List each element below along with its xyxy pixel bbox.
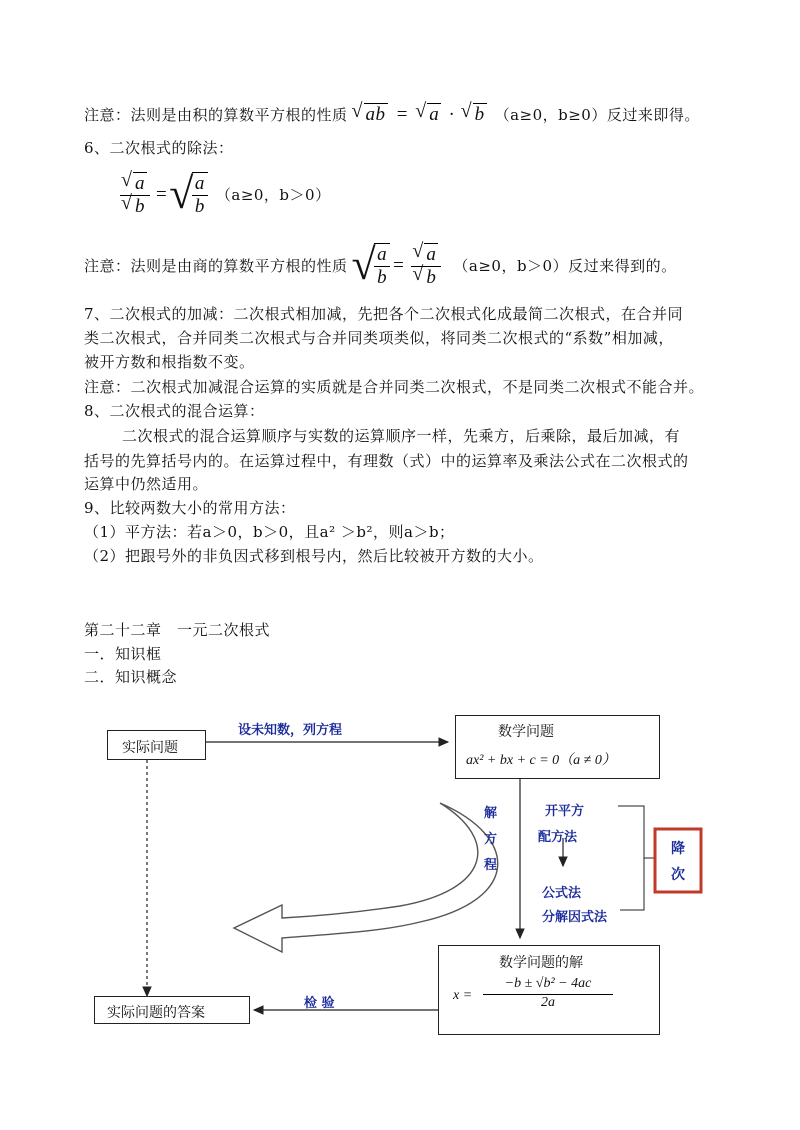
product-sqrt-formula: √ ab = √ a · √ b [354,105,487,125]
reduce-char-1: 降 [671,841,685,857]
set-unknown-label: 设未知数，列方程 [238,723,343,738]
method-1: （1）平方法：若a＞0，b＞0，且a² ＞b²，则a＞b； [84,523,455,541]
method-completing-square: 配方法 [538,830,578,845]
quotient-formula: √ a √ b = √ $\frac{a}{b}$ （a≥0，b＞0） [116,170,331,220]
section-8-line-3: 运算中仍然适用。 [84,475,209,493]
method-square-root: 开平方 [545,804,585,819]
note-text: 注意：法则是由积的算数平方根的性质 [84,106,348,124]
subheading-concepts: 二．知识概念 [84,668,178,686]
section-9-title: 9、比较两数大小的常用方法： [84,499,296,517]
solve-char-3: 程 [484,858,498,873]
condition-text: （a≥0，b≥0）反过来即得。 [494,106,700,124]
solve-char-2: 方 [484,832,498,847]
note-addition: 注意：二次根式加减混合运算的实质就是合并同类二次根式，不是同类二次根式不能合并。 [84,378,705,396]
subheading-framework: 一．知识框 [84,645,162,663]
real-problem-box: 实际问题 [107,730,206,760]
methods-bracket [618,806,644,910]
section-8-title: 8、二次根式的混合运算： [84,402,265,420]
section-8-line-2: 括号的先算括号内的。在运算过程中，有理数（式）中的运算率及乘法公式在二次根式的 [84,452,689,470]
section-8-line-1: 二次根式的混合运算顺序与实数的运算顺序一样，先乘方，后乘除，最后加减，有 [122,427,681,445]
solve-char-1: 解 [484,806,498,821]
section-7-line-1: 7、二次根式的加减：二次根式相加减，先把各个二次根式化成最简二次根式，在合并同 [84,305,684,323]
note-text: 注意：法则是由商的算数平方根的性质 [84,257,348,275]
note-quotient-rule: 注意：法则是由商的算数平方根的性质 √ $\frac{a}{b}$ = √ a √ b （a≥0，b＞0）反过来得到的。 [84,240,677,292]
quadratic-equation: ax² + bx + c = 0（a ≠ 0） [466,753,616,768]
math-problem-box: 数学问题 ax² + bx + c = 0（a ≠ 0） [455,715,660,779]
method-factoring: 分解因式法 [542,910,608,925]
chapter-title: 第二十二章 一元二次根式 [84,621,271,639]
section-6-title: 6、二次根式的除法： [84,139,234,157]
section-7-line-3: 被开方数和根指数不变。 [84,353,255,371]
condition-text: （a≥0，b＞0） [215,186,331,204]
check-label: 检 验 [304,996,335,1011]
curved-return-arrow [234,803,498,952]
answer-box: 实际问题的答案 [94,996,250,1024]
section-7-line-2: 类二次根式，合并同类二次根式与合并同类项类似，将同类二次根式的“系数”相加减， [84,329,674,347]
method-formula: 公式法 [542,886,582,901]
method-2: （2）把跟号外的非负因式移到根号内，然后比较被开方数的大小。 [84,547,544,565]
condition-text: （a≥0，b＞0）反过来得到的。 [453,257,677,275]
quadratic-formula: −b ± √b² − 4ac 2a [483,976,613,1011]
reduce-char-2: 次 [671,867,685,883]
solution-box: 数学问题的解 x = −b ± √b² − 4ac 2a [438,945,660,1035]
